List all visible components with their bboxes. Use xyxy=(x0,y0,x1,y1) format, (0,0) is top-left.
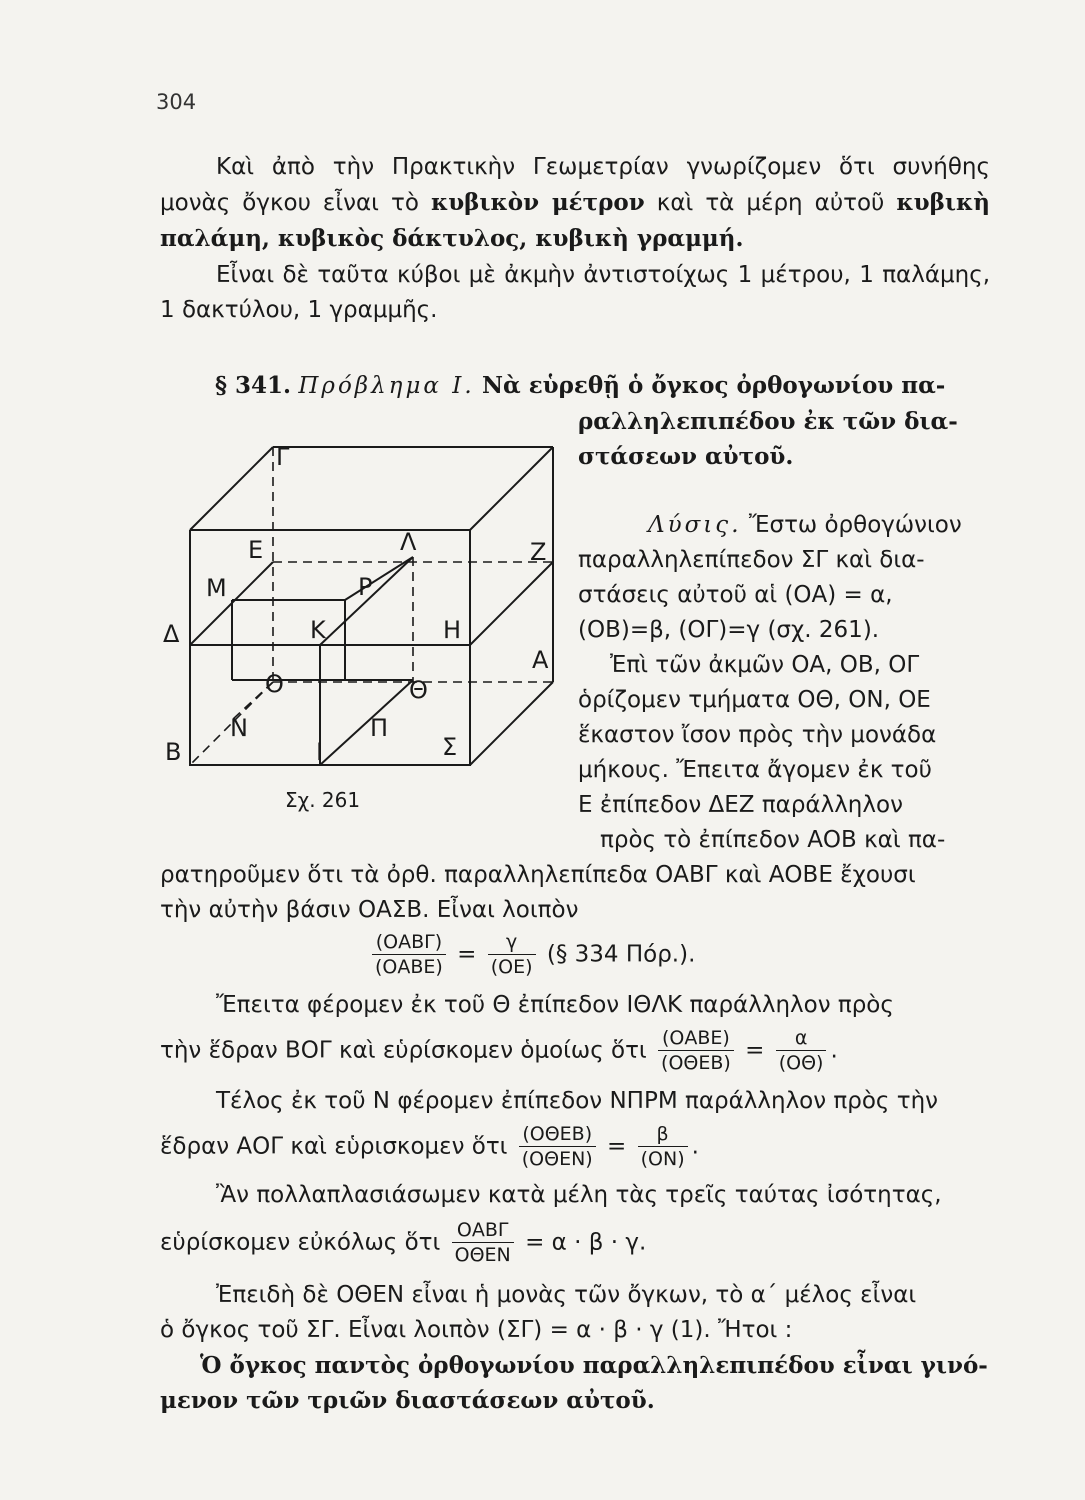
intro-text-a: Καὶ ἀπὸ τὴν Πρακτικὴν Γεωμετρίαν γνωρίζομεν ὅτι συνήθης μονὰς ὄγκου εἶναι τὸ xyxy=(160,154,990,216)
label-rho: Ρ xyxy=(358,573,373,601)
theta-line-1: Ἔπειτα φέρομεν ἐκ τοῦ Θ ἐπίπεδον ΙΘΛΚ παράλληλον πρὸς xyxy=(216,992,894,1018)
theorem-line-2: μενον τῶν τριῶν διαστάσεων αὐτοῦ. xyxy=(160,1387,655,1414)
n-line-2: ἕδραν ΑΟΓ καὶ εὑρισκομεν ὅτι $\frac{\text{(ΟΘΕΒ)}}{\text{(ΟΘΕΝ)}}$ = $\frac{\beta}{(ON)}$ . xyxy=(160,1123,699,1170)
theta-line-2-text: τὴν ἕδραν ΒΟΓ καὶ εὑρίσκομεν ὁμοίως ὅτι xyxy=(160,1037,647,1064)
section-number: § 341. xyxy=(215,372,292,399)
edge-top-left xyxy=(190,447,273,530)
label-epsilon: Ε xyxy=(248,536,264,564)
label-kappa: Κ xyxy=(310,616,326,644)
eq2-num-1: (ΟΑΒΕ) xyxy=(658,1026,734,1051)
unit-r-lambda xyxy=(345,557,413,600)
eq4-den: ΟΘΕΝ xyxy=(454,1244,511,1266)
solution-line-7: ἕκαστον ἴσον πρὸς τὴν μονάδα xyxy=(578,722,937,748)
problem-title-line-3: στάσεων αὐτοῦ. xyxy=(578,443,794,470)
eq3-num-1: (ΟΘΕΒ) xyxy=(519,1122,596,1147)
label-sigma: Σ xyxy=(442,733,458,761)
solution-line-4: (ΟΒ)=β, (ΟΓ)=γ (σχ. 261). xyxy=(578,617,880,643)
eq3-fraction-1 xyxy=(519,1122,596,1171)
eq1-num-2: γ xyxy=(488,930,536,955)
label-gamma: Γ xyxy=(276,443,290,471)
label-pi: Π xyxy=(370,714,389,742)
theta-line-2: τὴν ἕδραν ΒΟΓ καὶ εὑρίσκομεν ὁμοίως ὅτι $\frac{\text{(ΟΑΒΕ)}}{\text{(ΟΘΕΒ)}}$ = $\frac{\alpha}{(O\Theta)}$ . xyxy=(160,1027,838,1074)
problem-title-line-1: Νὰ εὑρεθῇ ὁ ὄγκος ὀρθογωνίου πα- xyxy=(481,372,946,399)
unit-i-theta xyxy=(320,680,413,765)
eq3-den-1: (ΟΘΕΝ) xyxy=(521,1148,593,1170)
final-line-2: ὁ ὄγκος τοῦ ΣΓ. Εἶναι λοιπὸν (ΣΓ) = α · β · γ (1). Ἤτοι : xyxy=(160,1317,793,1343)
eq1-den-2: (ΟΕ) xyxy=(490,956,533,978)
mult-line-2-text: εὑρίσκομεν εὐκόλως ὅτι xyxy=(160,1229,441,1256)
solution-line-3: στάσεις αὐτοῦ αἱ (ΟΑ) = α, xyxy=(578,582,893,608)
n-line-2-text: ἕδραν ΑΟΓ καὶ εὑρισκομεν ὅτι xyxy=(160,1133,508,1160)
label-nu: Ν xyxy=(230,714,248,742)
mult-line-1: Ἂν πολλαπλασιάσωμεν κατὰ μέλη τὰς τρεῖς ταύτας ἰσότητας, xyxy=(216,1182,942,1208)
page-number: 304 xyxy=(156,90,197,114)
intro-paragraph-2: Εἶναι δὲ ταῦτα κύβοι μὲ ἀκμὴν ἀντιστοίχως 1 μέτρου, 1 παλάμης, 1 δακτύλου, 1 γραμμῆς. xyxy=(160,262,990,323)
equation-1: $\frac{\text{(ΟΑΒΓ)}}{\text{(ΟΑΒΕ)}}$ = $\frac{\gamma}{(OE)}$ (§ 334 Πόρ.). xyxy=(368,930,695,979)
term-cubic-meter: κυβικὸν μέτρον xyxy=(430,189,645,216)
eq3-num-2: β xyxy=(638,1122,688,1147)
mult-line-2 xyxy=(160,1218,646,1267)
intro-paragraph-1 xyxy=(160,150,990,257)
solution-line-10: πρὸς τὸ ἐπίπεδον ΑΟΒ καὶ πα- xyxy=(600,827,946,853)
label-delta: Δ xyxy=(163,620,180,648)
n-line-1: Τέλος ἐκ τοῦ Ν φέρομεν ἐπίπεδον ΝΠΡΜ παράλληλον πρὸς τὴν xyxy=(216,1088,939,1114)
figure-caption: Σχ. 261 xyxy=(285,788,361,812)
label-eta: Η xyxy=(443,616,462,644)
solution-line-5: Ἐπὶ τῶν ἀκμῶν ΟΑ, ΟΒ, ΟΓ xyxy=(610,652,920,678)
solution-line-6: ὁρίζομεν τμήματα ΟΘ, ΟΝ, ΟΕ xyxy=(578,687,931,713)
solution-label: Λύσις. xyxy=(648,512,742,538)
label-beta: Β xyxy=(165,738,182,766)
plane-delta-side xyxy=(470,562,553,645)
label-zeta: Ζ xyxy=(530,538,547,566)
eq3-fraction-2 xyxy=(638,1122,688,1171)
eq3-den-2: (ΟΝ) xyxy=(640,1148,685,1170)
solution-line-9: Ε ἐπίπεδον ΔΕΖ παράλληλον xyxy=(578,792,903,818)
final-line-1: Ἐπειδὴ δὲ ΟΘΕΝ εἶναι ἡ μονὰς τῶν ὄγκων, τὸ α΄ μέλος εἶναι xyxy=(216,1282,917,1308)
eq1-num-1: (ΟΑΒΓ) xyxy=(372,930,446,955)
edge-top-right xyxy=(470,447,553,530)
problem-title-line-2: ραλληλεπιπέδου ἐκ τῶν δια- xyxy=(578,408,958,435)
theorem-line-1: Ὁ ὄγκος παντὸς ὀρθογωνίου παραλληλεπιπέδου εἶναι γινό- xyxy=(200,1352,988,1379)
problem-label: Πρόβλημα Ι. xyxy=(298,373,475,399)
solution-line-11: ρατηροῦμεν ὅτι τὰ ὀρθ. παραλληλεπίπεδα ΟΑΒΓ καὶ ΑΟΒΕ ἔχουσι xyxy=(160,862,916,888)
term-cubic-units: κυβικὴ παλάμη, κυβικὸς δάκτυλος, κυβικὴ γραμμή. xyxy=(160,189,990,252)
eq1-den-1: (ΟΑΒΕ) xyxy=(375,956,443,978)
label-theta: Θ xyxy=(409,676,428,704)
eq1-reference: (§ 334 Πόρ.). xyxy=(546,941,696,968)
solution-line-1 xyxy=(648,512,962,538)
eq4-rhs: = α · β · γ. xyxy=(525,1229,647,1256)
solution-line-12: τὴν αὐτὴν βάσιν ΟΑΣΒ. Εἶναι λοιπὸν xyxy=(160,897,579,923)
eq1-fraction-2 xyxy=(488,930,536,979)
eq2-den-2: (ΟΘ) xyxy=(778,1052,824,1074)
solution-line-8: μήκους. Ἔπειτα ἄγομεν ἐκ τοῦ xyxy=(578,757,932,783)
section-heading xyxy=(215,372,945,399)
eq2-num-2: α xyxy=(776,1026,827,1051)
label-mu: Μ xyxy=(206,574,227,602)
edge-bottom-right xyxy=(470,682,553,765)
eq4-fraction xyxy=(452,1218,514,1267)
label-omicron: Ο xyxy=(265,670,284,698)
figure-261 xyxy=(160,430,570,790)
intro-text-c: καὶ τὰ μέρη αὐτοῦ xyxy=(644,190,897,216)
label-iota: Ι xyxy=(316,738,324,766)
solution-line-1-text: Ἔστω ὀρθογώνιον xyxy=(741,512,962,538)
eq4-num: ΟΑΒΓ xyxy=(452,1218,514,1243)
eq2-den-1: (ΟΘΕΒ) xyxy=(661,1052,731,1074)
eq1-fraction-1 xyxy=(372,930,446,979)
label-lambda: Λ xyxy=(400,528,417,556)
solution-line-2: παραλληλεπίπεδον ΣΓ καὶ δια- xyxy=(578,547,925,573)
eq2-fraction-2 xyxy=(776,1026,827,1075)
label-alpha: Α xyxy=(532,646,549,674)
eq2-fraction-1 xyxy=(658,1026,734,1075)
